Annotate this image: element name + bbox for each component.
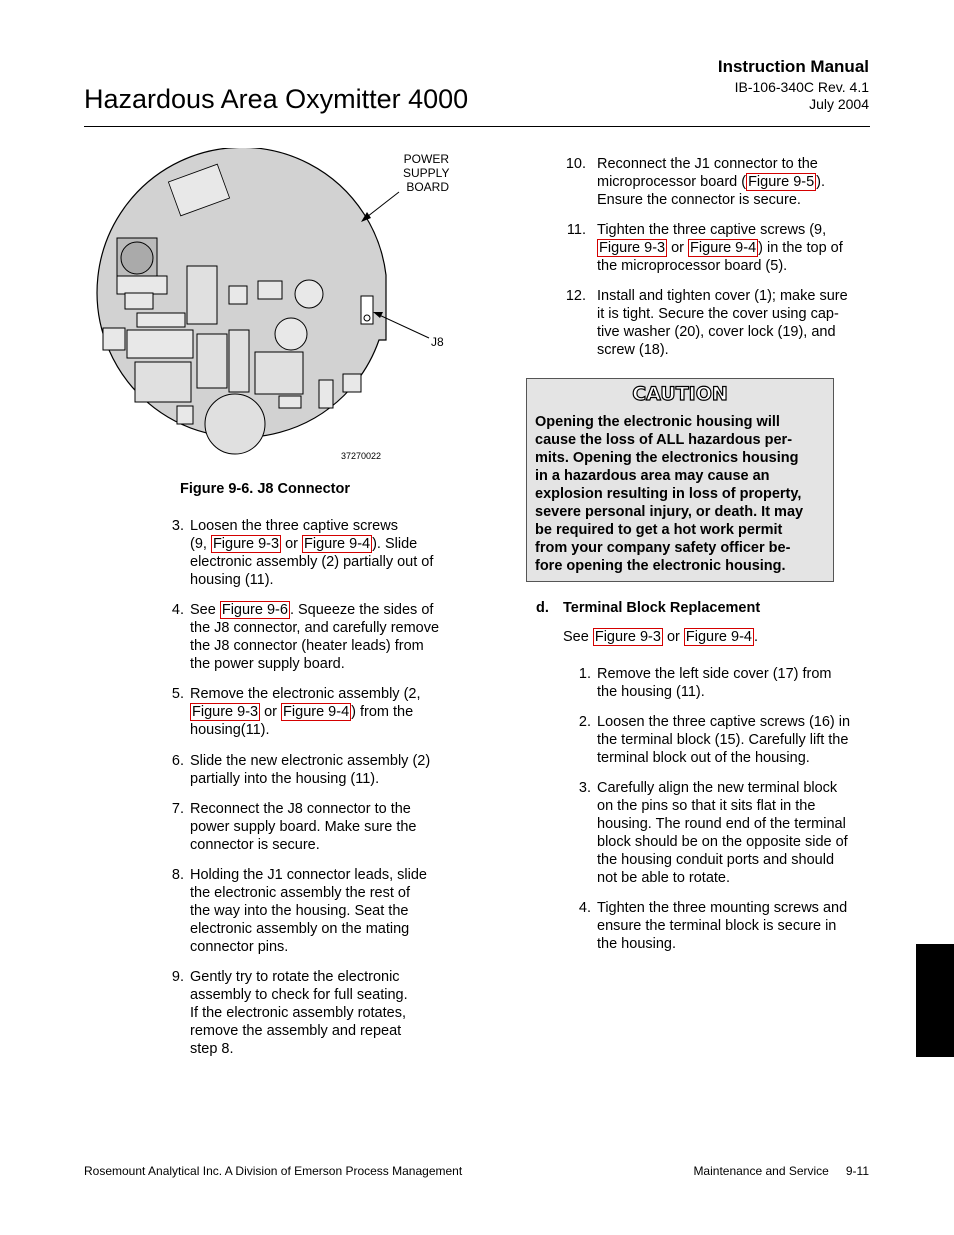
power-supply-board-label: POWER SUPPLY BOARD (403, 152, 450, 194)
footer-section: Maintenance and Service (693, 1164, 829, 1178)
figure-9-3-link[interactable]: Figure 9-3 (594, 629, 661, 645)
header-rule (84, 126, 870, 127)
figure-9-6-link[interactable]: Figure 9-6 (221, 602, 288, 618)
footer-company: Rosemount Analytical Inc. A Division of Emerson Process Management (84, 1164, 463, 1178)
figure-9-3-link[interactable]: Figure 9-3 (192, 704, 259, 720)
circuit-board-drawing (95, 148, 475, 468)
document-number: IB-106-340C Rev. 4.1 (734, 79, 869, 95)
capacitor (295, 280, 323, 308)
component-small (229, 286, 247, 304)
component-block (135, 362, 191, 402)
drawing-number: 37270022 (341, 451, 382, 461)
figure-caption: Figure 9-6. J8 Connector (180, 481, 351, 497)
component-tall (187, 266, 217, 324)
component-block (127, 330, 193, 358)
footer-page-info (693, 1164, 869, 1178)
capacitor (275, 318, 307, 350)
document-reference (735, 79, 869, 113)
caution-title: CAUTION (632, 383, 728, 405)
figure-9-5-link[interactable]: Figure 9-5 (748, 174, 815, 190)
large-capacitor (205, 394, 265, 454)
component-small (103, 328, 125, 350)
figure-9-4-link[interactable]: Figure 9-4 (304, 536, 371, 552)
component-rect (125, 293, 153, 309)
caution-text: Opening the electronic housing will cause the loss of ALL hazardous per- mits. Opening the electronics housing in a hazardous area may cause an explosion resulting in loss of property, severe personal injury, or death. It may be required to get a hot work permit from your company safety officer be- fore opening the electronic housing. (535, 414, 804, 574)
section-heading: d. Terminal Block Replacement (536, 600, 761, 616)
section-thumb-tab (916, 944, 954, 1057)
j8-label: J8 (431, 335, 444, 349)
component-small (258, 281, 282, 299)
manual-title: Instruction Manual (717, 57, 869, 76)
component-tall (229, 330, 249, 392)
document-date: July 2004 (809, 96, 869, 112)
component-small (279, 396, 301, 408)
document-title: Hazardous Area Oxymitter 4000 (84, 84, 469, 114)
component-small (343, 374, 361, 392)
j8-connector-figure (95, 148, 475, 468)
figure-9-3-link[interactable]: Figure 9-3 (599, 240, 666, 256)
component-round (121, 242, 153, 274)
component-block (255, 352, 303, 394)
component-small (177, 406, 193, 424)
page-number: 9-11 (845, 1164, 869, 1178)
caution-box (526, 378, 834, 582)
figure-9-4-link[interactable]: Figure 9-4 (283, 704, 350, 720)
figure-9-3-link[interactable]: Figure 9-3 (212, 536, 280, 552)
component-small (319, 380, 333, 408)
component-rect (137, 313, 185, 327)
figure-9-4-link[interactable]: Figure 9-4 (690, 240, 757, 256)
component-rect (117, 276, 167, 294)
figure-9-4-link[interactable]: Figure 9-4 (685, 629, 752, 645)
see-figures-line: See Figure 9-3 or Figure 9-4 . (563, 629, 759, 645)
component-tall (197, 334, 227, 388)
j8-pin (364, 315, 370, 321)
